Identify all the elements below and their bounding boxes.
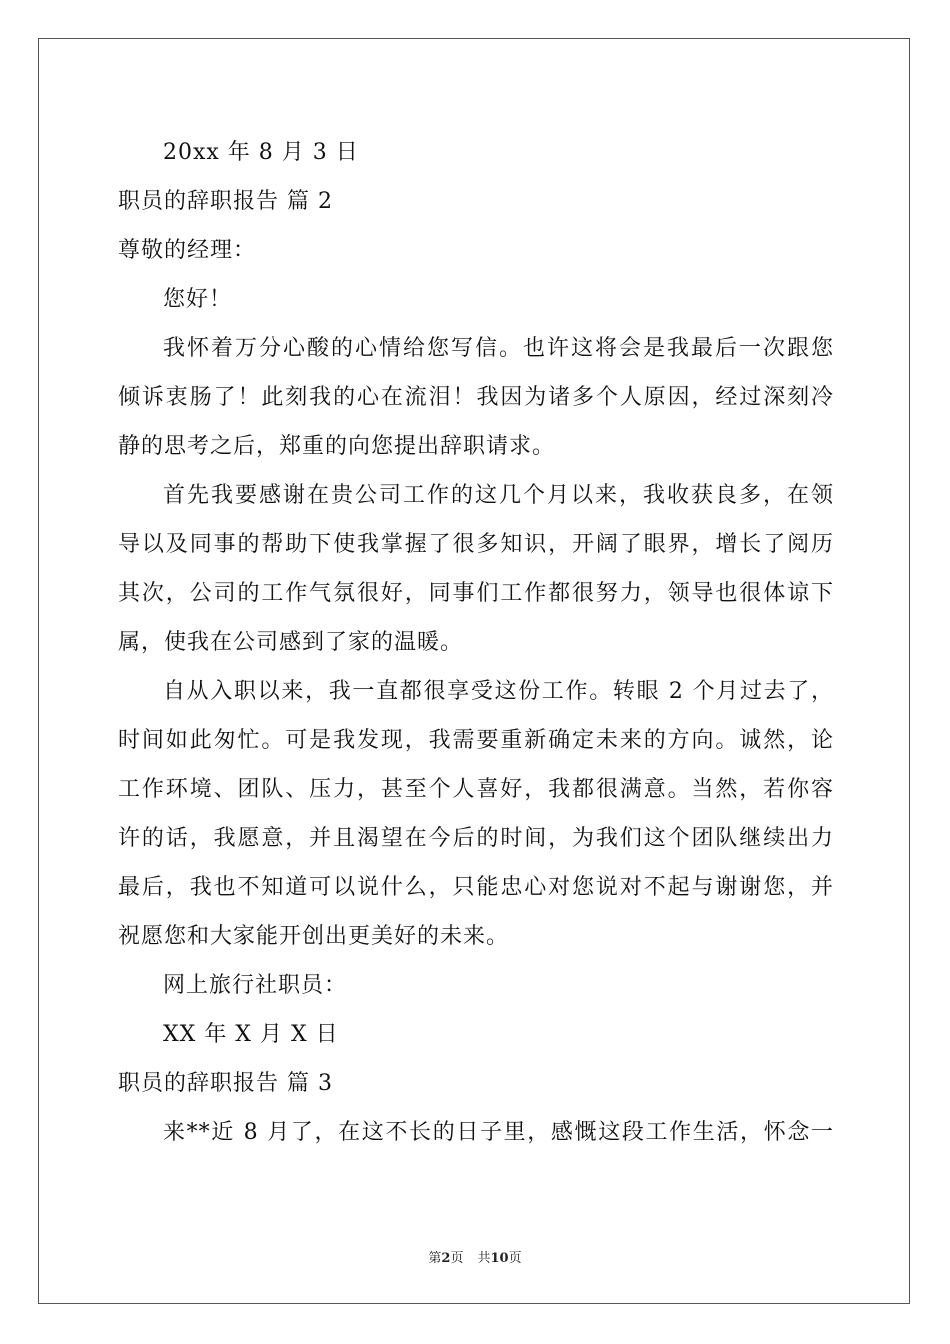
total-prefix: 共 xyxy=(477,1251,491,1266)
section-heading: 职员的辞职报告 篇 2 xyxy=(118,189,333,214)
paragraph-line: 时间如此匆忙。可是我发现，我需要重新确定未来的方向。诚然，论 xyxy=(118,728,834,753)
paragraph-line: 工作环境、团队、压力，甚至个人喜好，我都很满意。当然，若你容 xyxy=(118,777,834,802)
document-body xyxy=(118,128,834,1157)
paragraph-line: 其次，公司的工作气氛很好，同事们工作都很努力，领导也很体谅下 xyxy=(118,581,834,606)
paragraph-line: 祝愿您和大家能开创出更美好的未来。 xyxy=(118,924,510,949)
paragraph-line: 静的思考之后，郑重的向您提出辞职请求。 xyxy=(118,434,556,459)
section-heading: 职员的辞职报告 篇 3 xyxy=(118,1071,333,1096)
paragraph-line: 倾诉衷肠了！此刻我的心在流泪！我因为诸多个人原因，经过深刻冷 xyxy=(118,385,834,410)
total-pages: 10 xyxy=(490,1251,509,1266)
paragraph-line: 首先我要感谢在贵公司工作的这几个月以来，我收获良多，在领 xyxy=(163,483,834,508)
signature-date: XX 年 X 月 X 日 xyxy=(163,1022,339,1047)
date-line: 20xx 年 8 月 3 日 xyxy=(163,140,359,165)
paragraph-line: 我怀着万分心酸的心情给您写信。也许这将会是我最后一次跟您 xyxy=(163,336,834,361)
paragraph-line: 许的话，我愿意，并且渴望在今后的时间，为我们这个团队继续出力 xyxy=(118,826,834,851)
paragraph-line: 属，使我在公司感到了家的温暖。 xyxy=(118,630,464,655)
signature: 网上旅行社职员： xyxy=(163,973,348,998)
page-suffix: 页 xyxy=(450,1251,464,1266)
paragraph-line: 最后，我也不知道可以说什么，只能忠心对您说对不起与谢谢您，并 xyxy=(118,875,834,900)
paragraph-line: 自从入职以来，我一直都很享受这份工作。转眼 2 个月过去了， xyxy=(163,679,834,704)
page-prefix: 第 xyxy=(428,1251,442,1266)
salutation: 尊敬的经理： xyxy=(118,238,257,263)
total-suffix: 页 xyxy=(508,1251,522,1266)
page-current: 2 xyxy=(441,1251,451,1266)
paragraph-line: 来**近 8 月了，在这不长的日子里，感慨这段工作生活，怀念一 xyxy=(163,1120,834,1145)
page-footer xyxy=(0,1247,950,1266)
paragraph-line: 导以及同事的帮助下使我掌握了很多知识，开阔了眼界，增长了阅历 xyxy=(118,532,834,557)
greeting: 您好！ xyxy=(163,287,233,312)
